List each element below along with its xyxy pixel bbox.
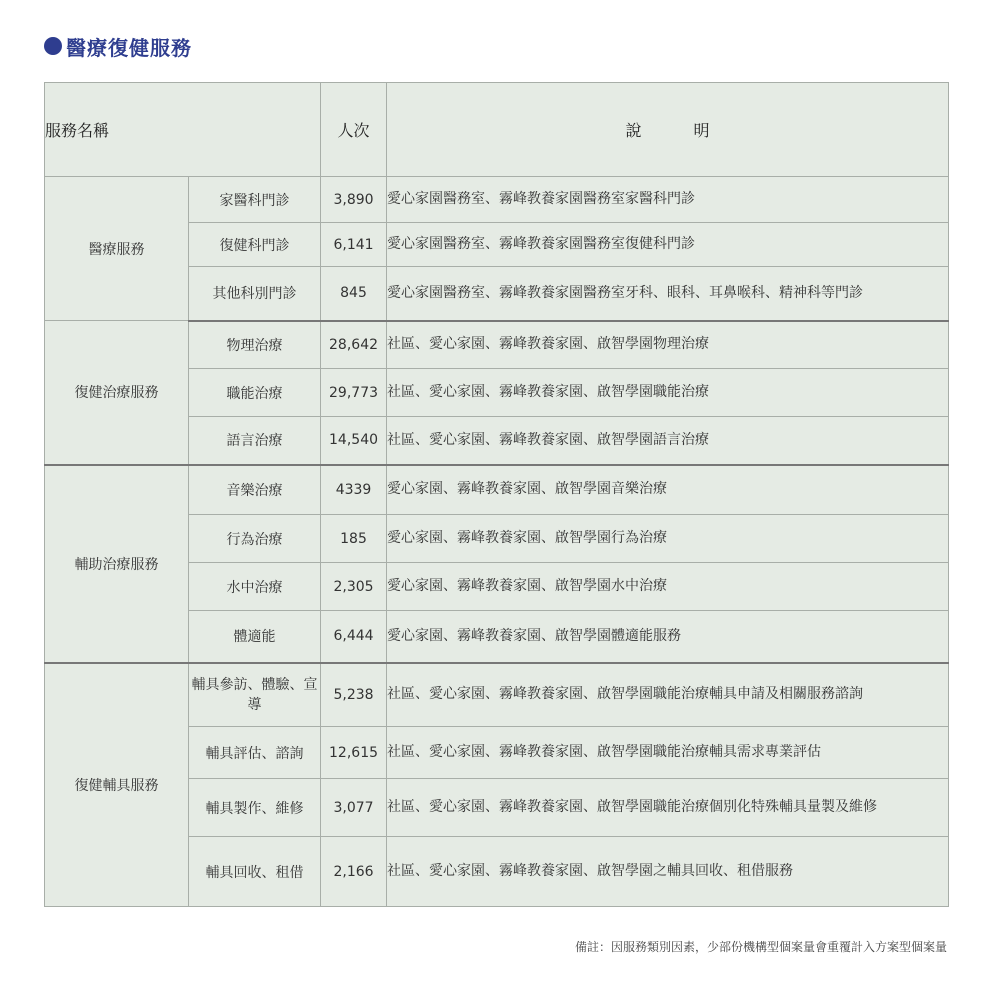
service-description: 社區、愛心家園、霧峰教養家園、啟智學園物理治療 [387, 321, 949, 369]
service-count: 12,615 [321, 727, 387, 779]
services-table [44, 82, 949, 907]
service-count: 6,444 [321, 611, 387, 663]
service-description: 愛心家園、霧峰教養家園、啟智學園行為治療 [387, 515, 949, 563]
service-description: 愛心家園、霧峰教養家園、啟智學園音樂治療 [387, 465, 949, 515]
service-name: 輔具回收、租借 [189, 837, 321, 907]
category-rehab-therapy: 復健治療服務 [45, 321, 189, 465]
header-description-part-b: 明 [693, 121, 710, 140]
page-title [44, 32, 192, 60]
service-count: 2,305 [321, 563, 387, 611]
header-count: 人次 [321, 83, 387, 177]
header-description [387, 83, 949, 177]
category-medical: 醫療服務 [45, 177, 189, 321]
service-name: 語言治療 [189, 417, 321, 465]
service-description: 愛心家園醫務室、霧峰教養家園醫務室家醫科門診 [387, 177, 949, 223]
service-description: 社區、愛心家園、霧峰教養家園、啟智學園職能治療個別化特殊輔具量製及維修 [387, 779, 949, 837]
service-name: 音樂治療 [189, 465, 321, 515]
service-name: 復健科門診 [189, 223, 321, 267]
header-service-name: 服務名稱 [45, 83, 321, 177]
service-count: 14,540 [321, 417, 387, 465]
service-count: 3,077 [321, 779, 387, 837]
table-row [45, 321, 949, 369]
service-name: 輔具製作、維修 [189, 779, 321, 837]
service-name: 家醫科門診 [189, 177, 321, 223]
table-row [45, 465, 949, 515]
service-description: 愛心家園、霧峰教養家園、啟智學園體適能服務 [387, 611, 949, 663]
page-title-text: 醫療復健服務 [66, 35, 192, 60]
footnote: 備註：因服務類別因素，少部份機構型個案量會重覆計入方案型個案量 [574, 940, 947, 954]
service-count: 2,166 [321, 837, 387, 907]
category-auxiliary-therapy: 輔助治療服務 [45, 465, 189, 663]
service-count: 3,890 [321, 177, 387, 223]
service-name: 體適能 [189, 611, 321, 663]
service-name: 行為治療 [189, 515, 321, 563]
bullet-dot-icon [44, 37, 62, 55]
service-description: 社區、愛心家園、霧峰教養家園、啟智學園職能治療輔具申請及相關服務諮詢 [387, 663, 949, 727]
service-description: 愛心家園醫務室、霧峰教養家園醫務室復健科門診 [387, 223, 949, 267]
service-description: 愛心家園、霧峰教養家園、啟智學園水中治療 [387, 563, 949, 611]
service-count: 5,238 [321, 663, 387, 727]
service-name: 其他科別門診 [189, 267, 321, 321]
service-name: 職能治療 [189, 369, 321, 417]
service-name: 輔具參訪、體驗、宣導 [189, 663, 321, 727]
service-count: 28,642 [321, 321, 387, 369]
table-row [45, 177, 949, 223]
service-description: 社區、愛心家園、霧峰教養家園、啟智學園語言治療 [387, 417, 949, 465]
service-name: 水中治療 [189, 563, 321, 611]
table-header-row [45, 83, 949, 177]
category-assistive-devices: 復健輔具服務 [45, 663, 189, 907]
service-description: 社區、愛心家園、霧峰教養家園、啟智學園職能治療 [387, 369, 949, 417]
table-row [45, 663, 949, 727]
service-count: 845 [321, 267, 387, 321]
service-description: 愛心家園醫務室、霧峰教養家園醫務室牙科、眼科、耳鼻喉科、精神科等門診 [387, 267, 949, 321]
service-count: 29,773 [321, 369, 387, 417]
service-description: 社區、愛心家園、霧峰教養家園、啟智學園職能治療輔具需求專業評估 [387, 727, 949, 779]
service-count: 6,141 [321, 223, 387, 267]
service-name: 輔具評估、諮詢 [189, 727, 321, 779]
service-count: 185 [321, 515, 387, 563]
service-count: 4339 [321, 465, 387, 515]
service-description: 社區、愛心家園、霧峰教養家園、啟智學園之輔具回收、租借服務 [387, 837, 949, 907]
service-name: 物理治療 [189, 321, 321, 369]
header-description-part-a: 說 [625, 121, 642, 140]
